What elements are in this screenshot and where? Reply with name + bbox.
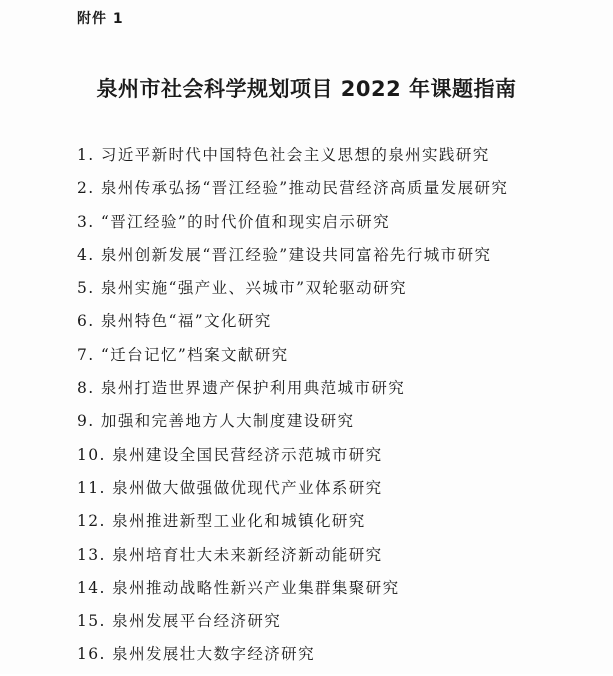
topic-item: 11. 泉州做大做强做优现代产业体系研究	[77, 478, 383, 497]
topic-item: 5. 泉州实施“强产业、兴城市”双轮驱动研究	[77, 279, 407, 298]
attachment-label: 附件 1	[77, 11, 124, 27]
topic-item: 16. 泉州发展壮大数字经济研究	[77, 645, 315, 664]
topic-item: 9. 加强和完善地方人大制度建设研究	[77, 412, 355, 431]
topic-item: 6. 泉州特色“福”文化研究	[77, 312, 272, 331]
topic-item: 10. 泉州建设全国民营经济示范城市研究	[77, 445, 383, 464]
topic-item: 8. 泉州打造世界遗产保护利用典范城市研究	[77, 379, 406, 398]
topic-item: 1. 习近平新时代中国特色社会主义思想的泉州实践研究	[77, 146, 490, 164]
topic-item: 4. 泉州创新发展“晋江经验”建设共同富裕先行城市研究	[77, 245, 492, 264]
page-title: 泉州市社会科学规划项目 2022 年课题指南	[96, 77, 517, 101]
topic-item: 12. 泉州推进新型工业化和城镇化研究	[77, 512, 366, 531]
topic-item: 2. 泉州传承弘扬“晋江经验”推动民营经济高质量发展研究	[77, 179, 509, 198]
topic-item: 15. 泉州发展平台经济研究	[77, 612, 282, 631]
topic-list	[77, 143, 508, 676]
topic-item: 3. “晋江经验”的时代价值和现实启示研究	[77, 212, 390, 231]
topic-item: 14. 泉州推动战略性新兴产业集群集聚研究	[77, 578, 400, 597]
topic-item: 13. 泉州培育壮大未来新经济新动能研究	[77, 545, 383, 564]
topic-item: 7. “迁台记忆”档案文献研究	[77, 345, 289, 364]
